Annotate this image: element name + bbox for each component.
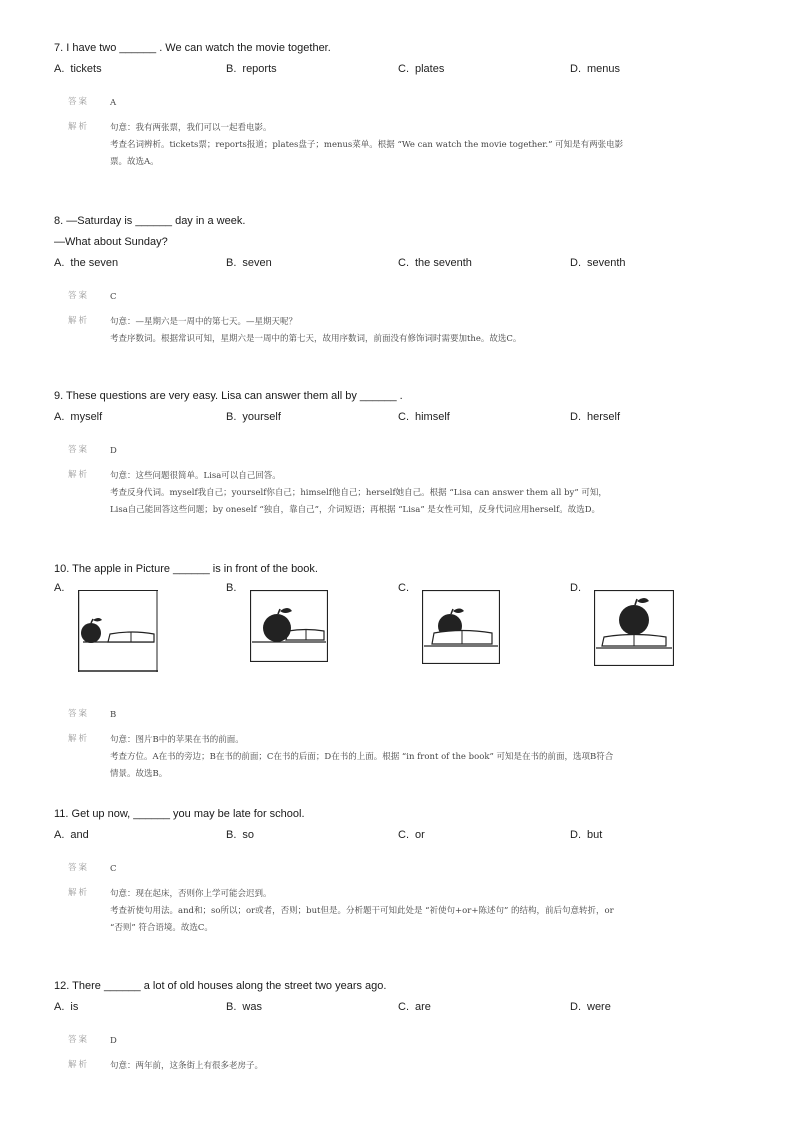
analysis-row: [68, 732, 754, 783]
analysis-line: 句意：—星期六是一周中的第七天。—星期天呢？: [110, 317, 298, 327]
answer-row: [68, 289, 754, 306]
question-stem: 8. —Saturday is ______ day in a week.: [54, 215, 246, 227]
analysis-label: 解析: [68, 1060, 90, 1070]
option-a[interactable]: A. the seven: [54, 257, 119, 269]
analysis-row: [68, 468, 754, 519]
answer-label: 答案: [68, 863, 90, 873]
question-11: [54, 804, 754, 937]
analysis-line: 句意：两年前，这条街上有很多老房子。: [110, 1061, 264, 1071]
apple-behind-book-picture: [422, 590, 500, 664]
question-8: [54, 211, 754, 348]
analysis-label: 解析: [68, 122, 90, 132]
options-row: [54, 59, 754, 80]
analysis-line: 考查祈使句用法。and和；so所以；or或者，否则；but但是。分析题干可知此处是 “祈使句+or+陈述句” 的结构，前后句意转折，or: [110, 906, 614, 916]
analysis-row: [68, 314, 754, 348]
answer-value: C: [110, 292, 117, 302]
analysis-label: 解析: [68, 470, 90, 480]
analysis-line: “否则” 符合语境。故选C。: [110, 923, 213, 933]
analysis-line: 考查方位。A在书的旁边；B在书的前面；C在书的后面；D在书的上面。根据 “in front of the book” 可知是在书的前面，选项B符合: [110, 752, 614, 762]
question-stem: 7. I have two ______ . We can watch the movie together.: [54, 42, 331, 54]
analysis-line: Lisa自己能回答这些问题；by oneself “独自，靠自己”，介词短语；再根据 “Lisa” 是女性可知，反身代词应用herself。故选D。: [110, 505, 601, 515]
option-a[interactable]: A. and: [54, 829, 89, 841]
answer-label: 答案: [68, 709, 90, 719]
answer-label: 答案: [68, 97, 90, 107]
answer-value: A: [110, 98, 117, 108]
option-b[interactable]: B. reports: [226, 63, 277, 75]
analysis-label: 解析: [68, 888, 90, 898]
analysis-line: 句意：我有两张票，我们可以一起看电影。: [110, 123, 272, 133]
analysis-row: [68, 120, 754, 171]
answer-value: B: [110, 710, 117, 720]
options-row: [54, 997, 754, 1018]
answer-label: 答案: [68, 291, 90, 301]
option-b[interactable]: B. so: [226, 829, 255, 841]
option-a[interactable]: A. is: [54, 1001, 79, 1013]
analysis-line: 票。故选A。: [110, 157, 159, 167]
analysis-row: [68, 886, 754, 937]
option-a[interactable]: A. myself: [54, 411, 103, 423]
answer-value: D: [110, 446, 117, 456]
apple-on-book-picture: [594, 590, 674, 666]
options-row: [54, 825, 754, 846]
picture-options-row: A. B. C. D.: [54, 584, 754, 684]
answer-label: 答案: [68, 445, 90, 455]
option-d[interactable]: D. menus: [570, 63, 621, 75]
option-c[interactable]: C. the seventh: [398, 257, 472, 269]
analysis-line: 考查序数词。根据常识可知，星期六是一周中的第七天，故用序数词，前面没有修饰词时需要加the。故选C。: [110, 334, 522, 344]
apple-in-front-of-book-picture: [250, 590, 328, 662]
option-c[interactable]: C. himself: [398, 411, 450, 423]
options-row: [54, 253, 754, 274]
option-b[interactable]: B. seven: [226, 257, 272, 269]
question-stem: 11. Get up now, ______ you may be late for school.: [54, 808, 305, 820]
apple-beside-book-picture: [78, 590, 158, 672]
option-c[interactable]: C. plates: [398, 63, 445, 75]
option-a[interactable]: A. tickets: [54, 63, 102, 75]
analysis-line: 考查反身代词。myself我自己；yourself你自己；himself他自己；herself她自己。根据 “Lisa can answer them all by” 可知，: [110, 488, 607, 498]
question-7: [54, 38, 754, 171]
answer-row: [68, 443, 754, 460]
option-c[interactable]: C. or: [398, 829, 425, 841]
options-row: [54, 407, 754, 428]
analysis-line: 句意：图片B中的苹果在书的前面。: [110, 735, 244, 745]
option-d[interactable]: D. herself: [570, 411, 621, 423]
analysis-label: 解析: [68, 316, 90, 326]
option-d[interactable]: D. were: [570, 1001, 611, 1013]
answer-value: D: [110, 1036, 117, 1046]
answer-label: 答案: [68, 1035, 90, 1045]
analysis-line: 句意：现在起床，否则你上学可能会迟到。: [110, 889, 272, 899]
option-b[interactable]: B. yourself: [226, 411, 281, 423]
analysis-line: 句意：这些问题很简单。Lisa可以自己回答。: [110, 471, 281, 481]
option-d[interactable]: D. but: [570, 829, 603, 841]
question-9: [54, 386, 754, 519]
answer-row: [68, 95, 754, 112]
answer-row: [68, 861, 754, 878]
option-b[interactable]: B. was: [226, 1001, 262, 1013]
answer-row: [68, 1033, 754, 1050]
analysis-line: 考查名词辨析。tickets票；reports报道；plates盘子；menus菜单。根据 “We can watch the movie together.” 可知是有两张电影: [110, 140, 624, 150]
option-d[interactable]: D. seventh: [570, 257, 626, 269]
question-stem: 9. These questions are very easy. Lisa can answer them all by ______ .: [54, 390, 403, 402]
analysis-line: 情景。故选B。: [110, 769, 168, 779]
question-stem: 12. There ______ a lot of old houses along the street two years ago.: [54, 980, 387, 992]
question-10: [54, 559, 754, 783]
option-c[interactable]: C. are: [398, 1001, 431, 1013]
analysis-label: 解析: [68, 734, 90, 744]
question-stem: 10. The apple in Picture ______ is in front of the book.: [54, 563, 318, 575]
answer-row: [68, 707, 754, 724]
analysis-row: [68, 1058, 754, 1075]
question-stem: —What about Sunday?: [54, 236, 168, 248]
question-12: [54, 976, 754, 1075]
answer-value: C: [110, 864, 117, 874]
